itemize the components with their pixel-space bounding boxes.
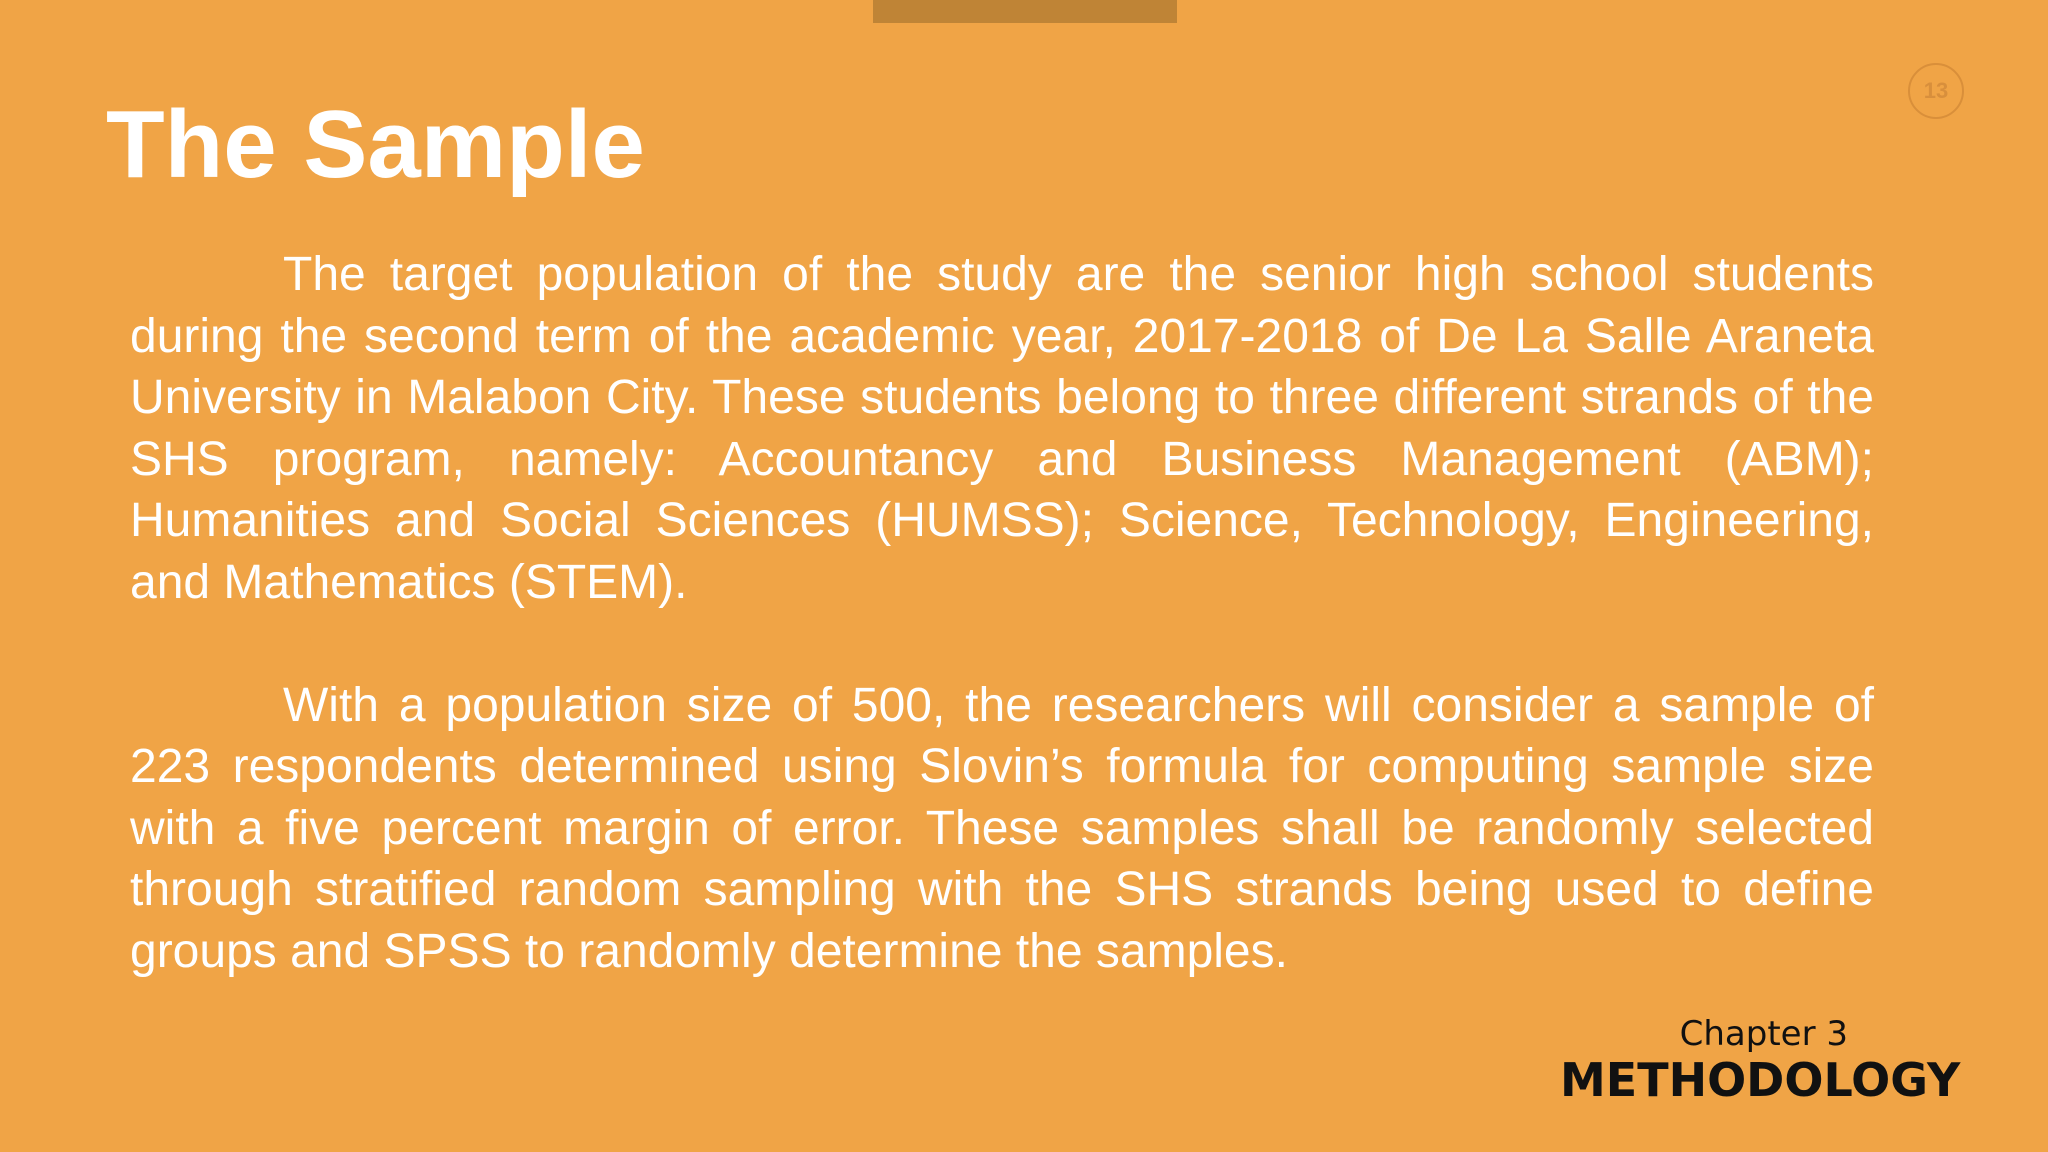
chapter-label-block [1560,1014,1961,1107]
slide-body [130,244,1874,982]
chapter-number: Chapter 3 [1679,1014,1848,1054]
page-number-badge: 13 [1908,63,1964,119]
body-paragraph-2: With a population size of 500, the researchers will consider a sample of 223 respondents determined using Slovin’s formula for computing sample size with a five percent margin of error. These samples shall be randomly selected through stratified random sampling with the SHS strands being used to define groups and SPSS to randomly determine the samples. [130,678,1874,978]
chapter-title: METHODOLOGY [1560,1053,1961,1107]
top-accent-tab [873,0,1177,23]
slide-title: The Sample [106,91,645,198]
body-paragraph-1: The target population of the study are the senior high school students during the second term of the academic year, 2017-2018 of De La Salle Araneta University in Malabon City. These students belong to three different strands of the SHS program, namely: Accountancy and Business Management (ABM); Humanities and Social Sciences (HUMSS); Science, Technology, Engineering, and Mathematics (STEM). [130,248,1874,609]
